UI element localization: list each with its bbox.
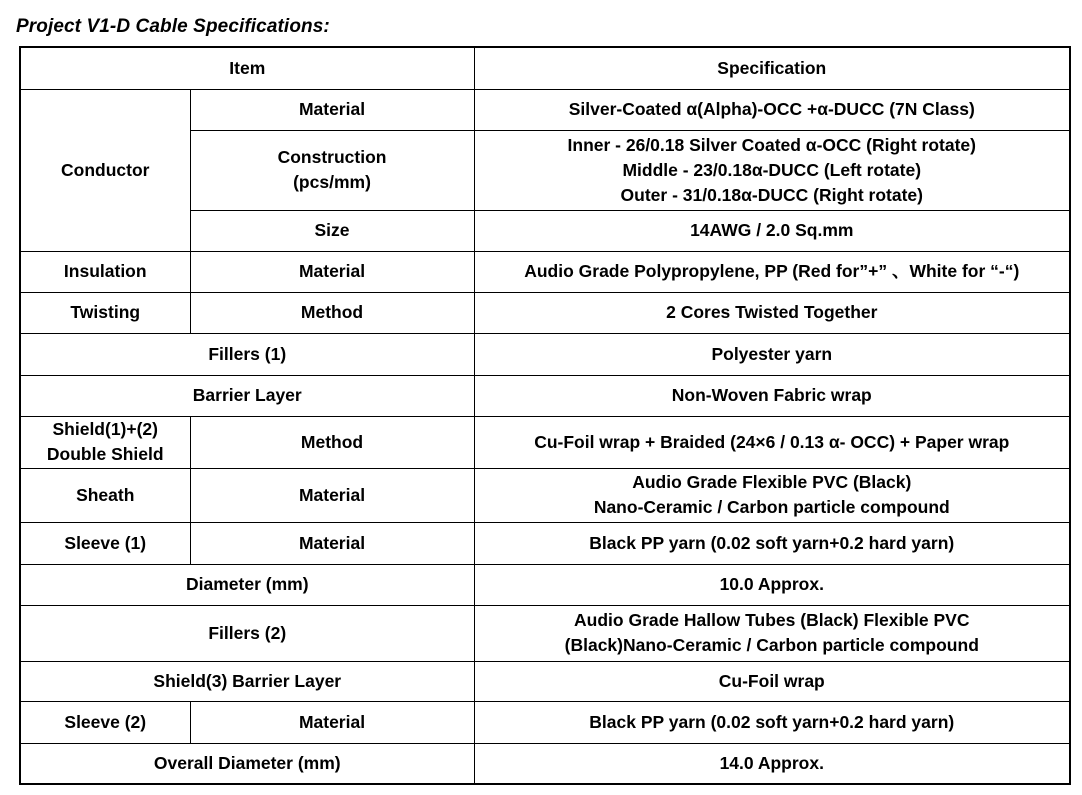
sheath-value-line: Nano-Ceramic / Carbon particle compound: [593, 497, 950, 517]
barrier-value: Non-Woven Fabric wrap: [474, 375, 1070, 416]
table-row: [20, 605, 1070, 661]
sleeve1-label: Sleeve (1): [20, 522, 190, 564]
table-row: [20, 89, 1070, 130]
table-row: [20, 416, 1070, 468]
shield12-label-line: Shield(1)+(2): [52, 419, 158, 439]
conductor-label: Conductor: [20, 89, 190, 251]
table-row: [20, 661, 1070, 701]
diameter-label: Diameter (mm): [20, 564, 474, 605]
header-specification: Specification: [474, 47, 1070, 89]
sleeve1-sub-label: Material: [190, 522, 474, 564]
table-row: [20, 292, 1070, 333]
table-row: [20, 468, 1070, 522]
sleeve2-sub-label: Material: [190, 701, 474, 743]
shield3-label: Shield(3) Barrier Layer: [20, 661, 474, 701]
table-row: [20, 522, 1070, 564]
conductor-construction-label: [190, 130, 474, 210]
construction-value-line: Inner - 26/0.18 Silver Coated α-OCC (Right rotate): [567, 134, 976, 155]
table-row: [20, 701, 1070, 743]
table-row: [20, 251, 1070, 292]
shield12-label-line: Double Shield: [46, 444, 164, 464]
conductor-size-value: 14AWG / 2.0 Sq.mm: [474, 210, 1070, 251]
twisting-sub-label: Method: [190, 292, 474, 333]
barrier-label: Barrier Layer: [20, 375, 474, 416]
construction-label-line: (pcs/mm): [293, 172, 371, 192]
document-title: Project V1-D Cable Specifications:: [16, 16, 330, 37]
overall-diameter-value: 14.0 Approx.: [474, 743, 1070, 784]
overall-diameter-label: Overall Diameter (mm): [20, 743, 474, 784]
fillers2-value-line: (Black)Nano-Ceramic / Carbon particle compound: [564, 635, 979, 655]
fillers2-value-line: Audio Grade Hallow Tubes (Black) Flexible PVC: [574, 610, 970, 630]
cable-spec-table: [19, 46, 1071, 785]
insulation-sub-label: Material: [190, 251, 474, 292]
table-row: [20, 333, 1070, 375]
construction-label-line: Construction: [277, 147, 387, 167]
table-row: [20, 564, 1070, 605]
sleeve1-value: Black PP yarn (0.02 soft yarn+0.2 hard yarn): [474, 522, 1070, 564]
sheath-label: Sheath: [20, 468, 190, 522]
twisting-label: Twisting: [20, 292, 190, 333]
header-item: Item: [20, 47, 474, 89]
insulation-label: Insulation: [20, 251, 190, 292]
sheath-value-line: Audio Grade Flexible PVC (Black): [632, 472, 912, 492]
shield3-value: Cu-Foil wrap: [474, 661, 1070, 701]
conductor-size-label: Size: [190, 210, 474, 251]
sheath-sub-label: Material: [190, 468, 474, 522]
diameter-value: 10.0 Approx.: [474, 564, 1070, 605]
table-row: [20, 743, 1070, 784]
fillers2-label: Fillers (2): [20, 605, 474, 661]
fillers1-value: Polyester yarn: [474, 333, 1070, 375]
fillers1-label: Fillers (1): [20, 333, 474, 375]
insulation-value: Audio Grade Polypropylene, PP (Red for”+” 、White for “-“): [474, 251, 1070, 292]
conductor-construction-value: [474, 130, 1070, 210]
conductor-material-label: Material: [190, 89, 474, 130]
sleeve2-label: Sleeve (2): [20, 701, 190, 743]
table-row: [20, 375, 1070, 416]
shield12-sub-label: Method: [190, 416, 474, 468]
table-header-row: [20, 47, 1070, 89]
construction-value-line: Outer - 31/0.18α-DUCC (Right rotate): [620, 184, 923, 205]
shield12-label: [20, 416, 190, 468]
sheath-value: [474, 468, 1070, 522]
conductor-material-value: Silver-Coated α(Alpha)-OCC +α-DUCC (7N Class): [474, 89, 1070, 130]
sleeve2-value: Black PP yarn (0.02 soft yarn+0.2 hard yarn): [474, 701, 1070, 743]
fillers2-value: [474, 605, 1070, 661]
construction-value-line: Middle - 23/0.18α-DUCC (Left rotate): [622, 159, 922, 180]
twisting-value: 2 Cores Twisted Together: [474, 292, 1070, 333]
shield12-value: Cu-Foil wrap + Braided (24×6 / 0.13 α- OCC) + Paper wrap: [474, 416, 1070, 468]
